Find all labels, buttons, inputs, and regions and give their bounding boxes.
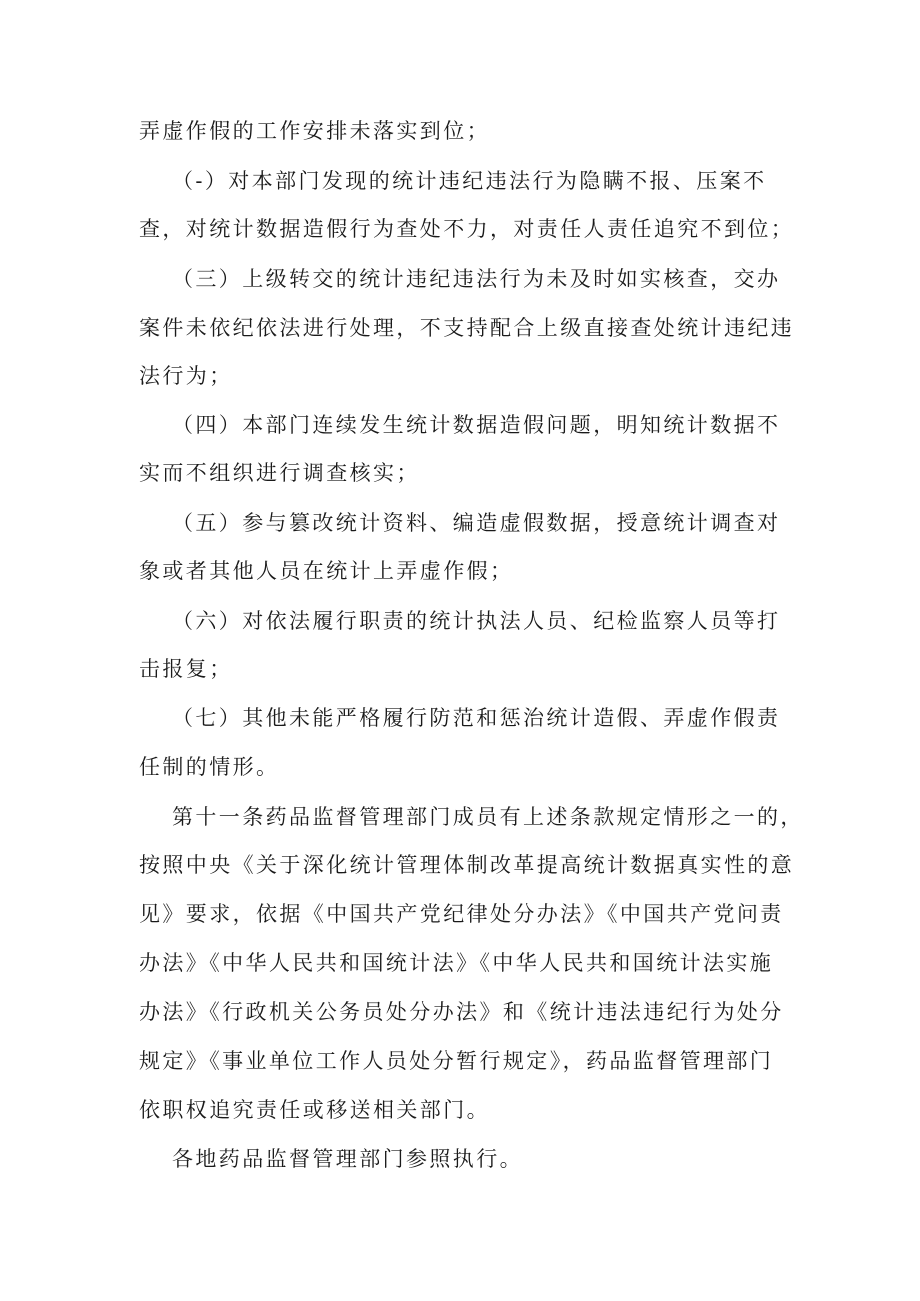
text-line: 法行为；	[139, 364, 233, 388]
list-item-7: （七）其他未能严格履行防范和惩治统计造假、弄虚作假责	[172, 706, 781, 730]
list-item-4: （四）本部门连续发生统计数据造假问题，明知统计数据不	[172, 413, 781, 437]
article-11: 第十一条药品监督管理部门成员有上述条款规定情形之一的，	[172, 805, 804, 829]
text-line: 任制的情形。	[139, 755, 280, 779]
text-line: 象或者其他人员在统计上弄虚作假；	[139, 559, 514, 583]
text-line: 弄虚作假的工作安排未落实到位；	[139, 119, 490, 143]
text-line: 办法》《行政机关公务员处分办法》和《统计违法违纪行为处分	[139, 1000, 784, 1024]
text-line: 见》要求，依据《中国共产党纪律处分办法》《中国共产党问责	[139, 902, 784, 926]
list-item-1: （-）对本部门发现的统计违纪违法行为隐瞒不报、压案不	[172, 169, 767, 193]
text-line: 规定》《事业单位工作人员处分暂行规定》，药品监督管理部门	[139, 1049, 774, 1073]
list-item-5: （五）参与篡改统计资料、编造虚假数据，授意统计调查对	[172, 511, 781, 535]
list-item-3: （三）上级转交的统计违纪违法行为未及时如实核查，交办	[172, 267, 781, 291]
text-line: 击报复；	[139, 657, 233, 681]
text-line: 查，对统计数据造假行为查处不力，对责任人责任追究不到位；	[139, 217, 795, 241]
text-line: 办法》《中华人民共和国统计法》《中华人民共和国统计法实施	[139, 951, 774, 975]
text-line: 按照中央《关于深化统计管理体制改革提高统计数据真实性的意	[139, 853, 795, 877]
list-item-6: （六）对依法履行职责的统计执法人员、纪检监察人员等打	[172, 609, 781, 633]
text-line: 实而不组织进行调查核实；	[139, 461, 420, 485]
text-line: 依职权追究责任或移送相关部门。	[139, 1098, 490, 1122]
closing-paragraph: 各地药品监督管理部门参照执行。	[172, 1147, 523, 1171]
text-line: 案件未依纪依法进行处理，不支持配合上级直接查处统计违纪违	[139, 316, 795, 340]
